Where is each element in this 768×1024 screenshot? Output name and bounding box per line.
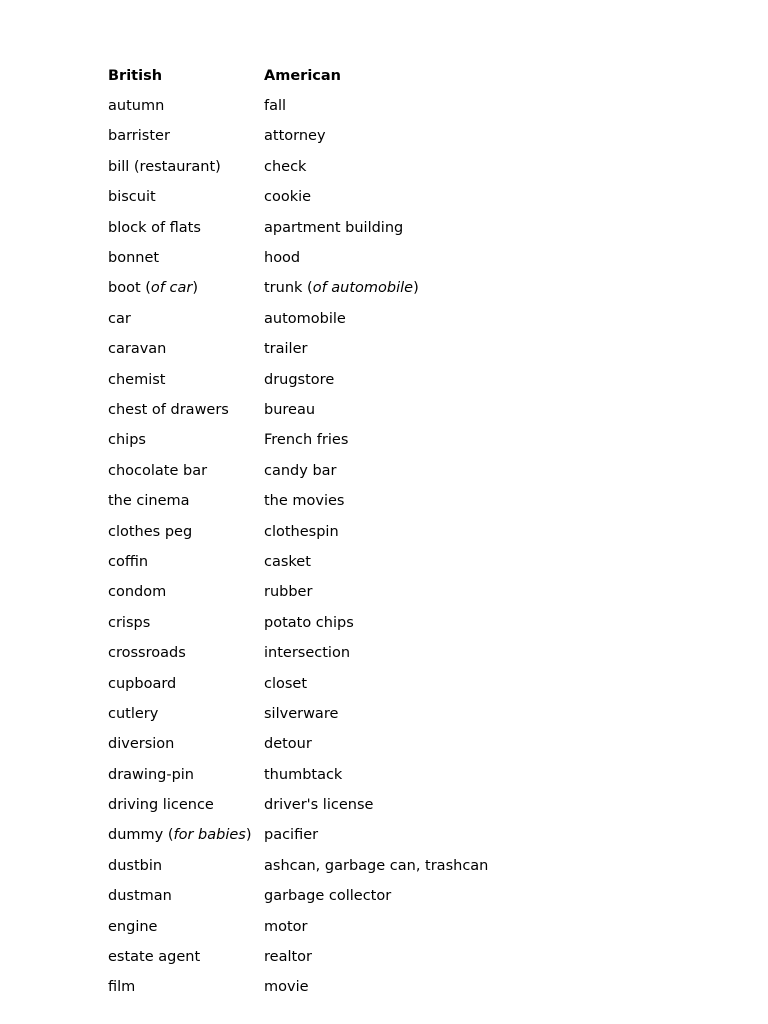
american-term: [264, 699, 564, 729]
american-term: [264, 152, 564, 182]
british-term: [108, 578, 264, 608]
british-term: [108, 517, 264, 547]
table-row: [108, 91, 564, 121]
table-row: [108, 486, 564, 516]
british-term-qualifier: of car: [150, 280, 193, 297]
british-term-text: driving licence: [108, 797, 214, 814]
table-row: [108, 243, 564, 273]
table-header-row: [108, 61, 564, 91]
american-term: [264, 942, 564, 972]
american-term: [264, 608, 564, 638]
american-term: [264, 335, 564, 365]
american-term-text: rubber: [264, 584, 313, 601]
american-term-qualifier: of automobile: [312, 280, 414, 297]
british-term: [108, 335, 264, 365]
british-term-text: dummy (: [108, 827, 174, 844]
table-row: [108, 882, 564, 912]
british-term: [108, 91, 264, 121]
british-term-text: chocolate bar: [108, 462, 208, 479]
british-term-text: chest of drawers: [108, 401, 229, 418]
american-term: [264, 274, 564, 304]
american-term-text: silverware: [264, 705, 339, 722]
table-row: [108, 821, 564, 851]
column-header-american: American: [264, 67, 341, 84]
american-term: [264, 547, 564, 577]
american-term-suffix: ): [413, 280, 419, 297]
british-term-text: drawing-pin: [108, 766, 194, 783]
british-term-text: caravan: [108, 341, 167, 358]
british-term: [108, 760, 264, 790]
british-term-text: crisps: [108, 614, 151, 631]
american-term-text: trunk (: [264, 280, 313, 297]
table-row: [108, 547, 564, 577]
american-term-text: clothespin: [264, 523, 339, 540]
british-term: [108, 912, 264, 942]
american-term-text: apartment building: [264, 219, 404, 236]
american-term-text: closet: [264, 675, 308, 692]
american-term: [264, 973, 564, 1003]
british-term: [108, 882, 264, 912]
british-term-text: bill (restaurant): [108, 158, 221, 175]
table-row: [108, 456, 564, 486]
american-term-text: automobile: [264, 310, 346, 327]
british-term: [108, 426, 264, 456]
american-term-text: casket: [264, 553, 311, 570]
american-term-text: the movies: [264, 493, 345, 510]
american-term: [264, 821, 564, 851]
table-row: [108, 942, 564, 972]
american-term: [264, 304, 564, 334]
british-term-text: engine: [108, 918, 158, 935]
american-term-text: movie: [264, 979, 309, 996]
table-row: [108, 304, 564, 334]
table-row: [108, 122, 564, 152]
table-row: [108, 395, 564, 425]
british-term: [108, 973, 264, 1003]
table-row: [108, 335, 564, 365]
american-term: [264, 760, 564, 790]
table-row: [108, 638, 564, 668]
table-row: [108, 669, 564, 699]
british-term-text: diversion: [108, 736, 175, 753]
british-term-text: autumn: [108, 98, 165, 115]
table-row: [108, 730, 564, 760]
american-term-text: trailer: [264, 341, 308, 358]
american-term-text: pacifier: [264, 827, 319, 844]
british-term: [108, 122, 264, 152]
british-term: [108, 669, 264, 699]
american-term: [264, 669, 564, 699]
american-term-text: potato chips: [264, 614, 354, 631]
british-term: [108, 304, 264, 334]
british-term-text: block of flats: [108, 219, 201, 236]
american-term: [264, 213, 564, 243]
british-term: [108, 274, 264, 304]
british-term: [108, 152, 264, 182]
table-row: [108, 912, 564, 942]
table-row: [108, 973, 564, 1003]
american-term-text: detour: [264, 736, 312, 753]
american-term: [264, 456, 564, 486]
british-term: [108, 243, 264, 273]
british-term-text: cutlery: [108, 705, 159, 722]
table-row: [108, 183, 564, 213]
american-term: [264, 395, 564, 425]
american-term-text: check: [264, 158, 307, 175]
table-row: [108, 426, 564, 456]
american-term-text: driver's license: [264, 797, 374, 814]
british-term: [108, 547, 264, 577]
british-term: [108, 608, 264, 638]
british-term: [108, 790, 264, 820]
table-row: [108, 213, 564, 243]
table-row: [108, 578, 564, 608]
table-row: [108, 608, 564, 638]
british-term-text: boot (: [108, 280, 151, 297]
american-term: [264, 851, 564, 881]
american-term-text: bureau: [264, 401, 316, 418]
british-term-suffix: ): [192, 280, 198, 297]
british-term-text: coffin: [108, 553, 149, 570]
british-term: [108, 851, 264, 881]
british-term-text: bonnet: [108, 250, 160, 267]
british-term-text: estate agent: [108, 949, 201, 966]
british-term-text: barrister: [108, 128, 170, 145]
american-term: [264, 882, 564, 912]
american-term-text: thumbtack: [264, 766, 343, 783]
american-term-text: fall: [264, 98, 287, 115]
american-term: [264, 517, 564, 547]
british-term: [108, 821, 264, 851]
british-term: [108, 395, 264, 425]
american-term: [264, 122, 564, 152]
table-row: [108, 699, 564, 729]
table-row: [108, 517, 564, 547]
american-term-text: drugstore: [264, 371, 335, 388]
british-term: [108, 942, 264, 972]
column-header-british: British: [108, 67, 163, 84]
table-row: [108, 851, 564, 881]
american-term-text: motor: [264, 918, 308, 935]
british-term-text: car: [108, 310, 131, 327]
american-term: [264, 365, 564, 395]
british-term-text: cupboard: [108, 675, 177, 692]
american-term: [264, 730, 564, 760]
american-term: [264, 578, 564, 608]
british-term-text: the cinema: [108, 493, 190, 510]
american-term: [264, 426, 564, 456]
table-row: [108, 152, 564, 182]
american-term: [264, 912, 564, 942]
american-term: [264, 183, 564, 213]
vocabulary-table: [108, 61, 564, 1003]
american-term-text: intersection: [264, 645, 351, 662]
american-term-text: attorney: [264, 128, 326, 145]
american-term-text: realtor: [264, 949, 312, 966]
american-term: [264, 243, 564, 273]
american-term-text: ashcan, garbage can, trashcan: [264, 857, 489, 874]
british-term-text: clothes peg: [108, 523, 193, 540]
american-term-text: French fries: [264, 432, 349, 449]
british-term: [108, 456, 264, 486]
american-term: [264, 91, 564, 121]
british-term: [108, 486, 264, 516]
british-term-text: film: [108, 979, 136, 996]
british-term-text: biscuit: [108, 189, 156, 206]
british-term-qualifier: for babies: [173, 827, 246, 844]
table-row: [108, 790, 564, 820]
american-term: [264, 638, 564, 668]
british-term-text: dustman: [108, 888, 172, 905]
british-term-text: crossroads: [108, 645, 186, 662]
american-term: [264, 486, 564, 516]
british-term: [108, 213, 264, 243]
british-term-text: chips: [108, 432, 146, 449]
british-term: [108, 730, 264, 760]
british-term: [108, 365, 264, 395]
american-term-text: candy bar: [264, 462, 337, 479]
american-term: [264, 790, 564, 820]
british-term-suffix: ): [245, 827, 252, 844]
british-term: [108, 183, 264, 213]
american-term-text: cookie: [264, 189, 312, 206]
british-term: [108, 699, 264, 729]
british-term-text: condom: [108, 584, 167, 601]
american-term-text: garbage collector: [264, 888, 392, 905]
table-row: [108, 274, 564, 304]
american-term-text: hood: [264, 250, 301, 267]
british-term-text: chemist: [108, 371, 166, 388]
british-term-text: dustbin: [108, 857, 163, 874]
table-row: [108, 760, 564, 790]
british-term: [108, 638, 264, 668]
table-row: [108, 365, 564, 395]
